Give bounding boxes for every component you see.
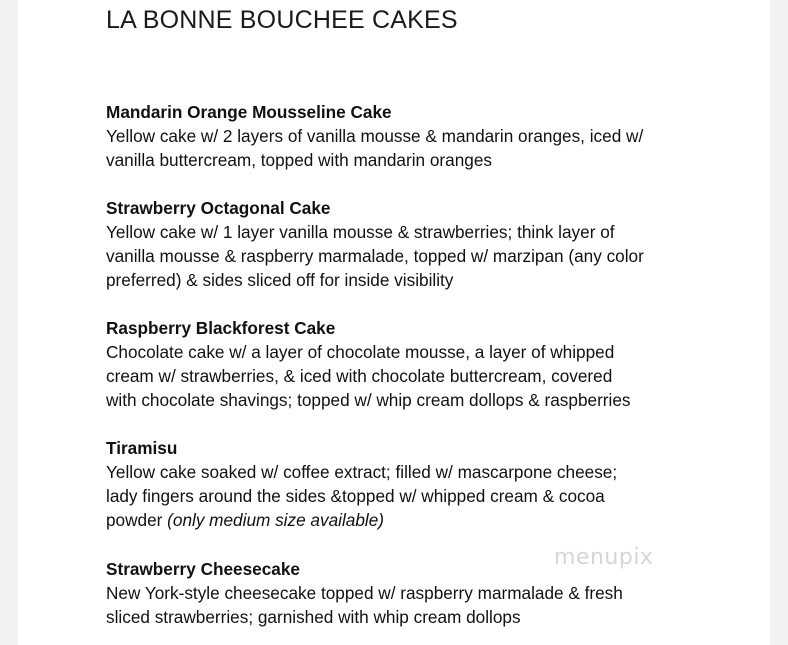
watermark-logo: menupix bbox=[554, 545, 654, 570]
description-line: vanilla mousse & raspberry marmalade, topped w/ marzipan (any color bbox=[106, 246, 644, 266]
description-line: preferred) & sides sliced off for inside visibility bbox=[106, 270, 454, 290]
description-line: Yellow cake w/ 1 layer vanilla mousse & strawberries; think layer of bbox=[106, 222, 615, 242]
description-line: Chocolate cake w/ a layer of chocolate mousse, a layer of whipped bbox=[106, 342, 615, 362]
menu-item bbox=[106, 316, 746, 412]
description-line: Yellow cake soaked w/ coffee extract; filled w/ mascarpone cheese; bbox=[106, 462, 618, 482]
menu-item-description bbox=[106, 460, 746, 532]
description-line: lady fingers around the sides &topped w/ whipped cream & cocoa bbox=[106, 486, 605, 506]
description-line: vanilla buttercream, topped with mandarin oranges bbox=[106, 150, 492, 170]
description-line: Yellow cake w/ 2 layers of vanilla mousse & mandarin oranges, iced w/ bbox=[106, 126, 644, 146]
description-line: with chocolate shavings; topped w/ whip cream dollops & raspberries bbox=[106, 390, 631, 410]
menu-item-description bbox=[106, 340, 746, 412]
size-note: (only medium size available) bbox=[167, 510, 384, 530]
menu-item-name: Mandarin Orange Mousseline Cake bbox=[106, 102, 392, 122]
menu-item-description bbox=[106, 220, 746, 292]
menu-item-description bbox=[106, 124, 746, 172]
menu-item bbox=[106, 436, 746, 532]
description-line bbox=[106, 508, 746, 532]
menu-item-name: Strawberry Octagonal Cake bbox=[106, 198, 331, 218]
menu-item-description bbox=[106, 581, 746, 629]
description-text: powder bbox=[106, 510, 163, 530]
description-line: cream w/ strawberries, & iced with chocolate buttercream, covered bbox=[106, 366, 613, 386]
menu-title: LA BONNE BOUCHEE CAKES bbox=[106, 6, 458, 34]
menu-item bbox=[106, 100, 746, 172]
menu-item bbox=[106, 196, 746, 292]
menu-item-name: Tiramisu bbox=[106, 438, 178, 458]
menu-item-name: Strawberry Cheesecake bbox=[106, 559, 300, 579]
description-line: sliced strawberries; garnished with whip cream dollops bbox=[106, 607, 521, 627]
menu-item-name: Raspberry Blackforest Cake bbox=[106, 318, 336, 338]
description-line: New York-style cheesecake topped w/ raspberry marmalade & fresh bbox=[106, 583, 623, 603]
